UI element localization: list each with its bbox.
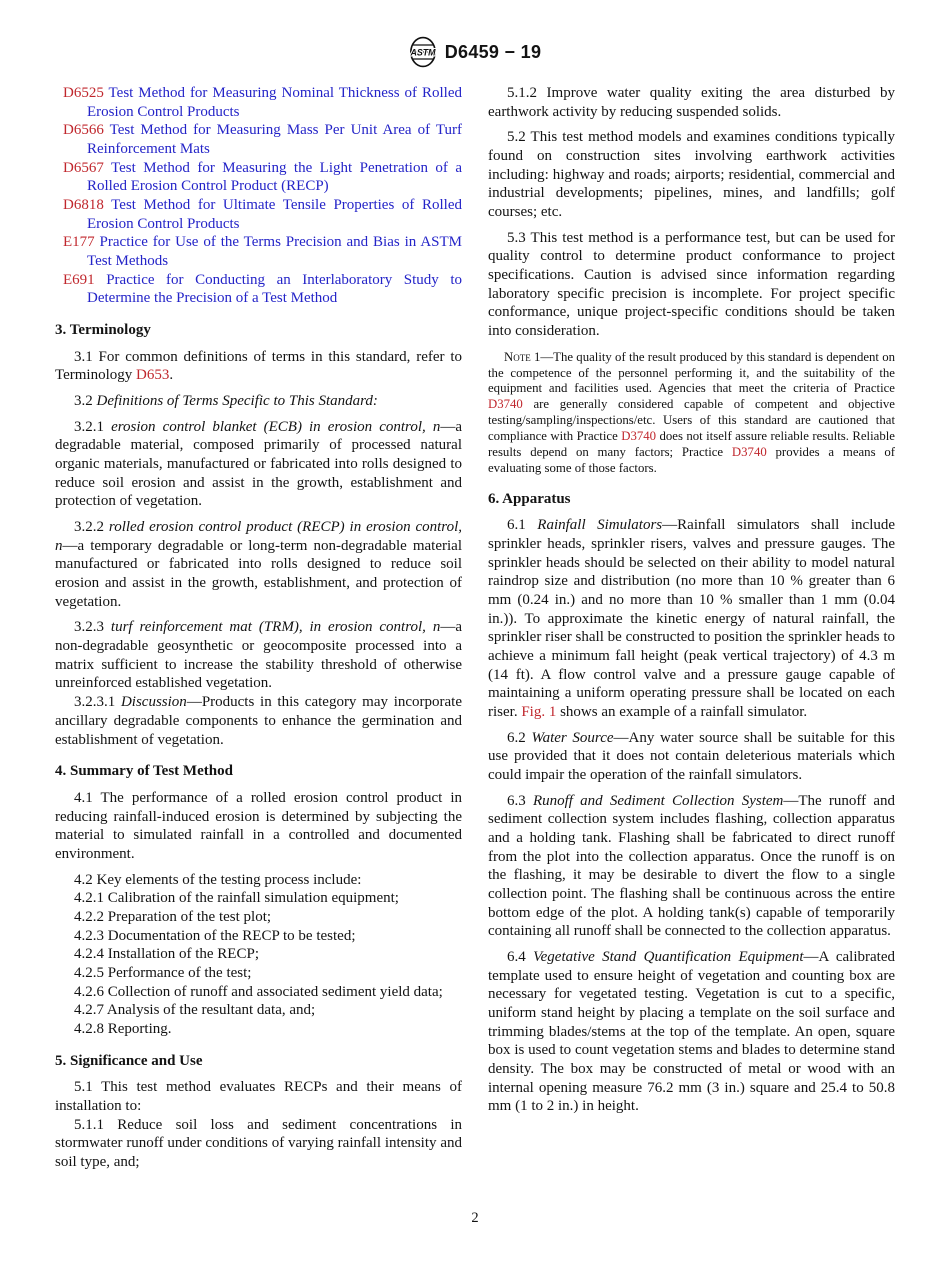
text-run: 6.1 xyxy=(507,517,538,534)
text-run: 3.2.2 xyxy=(74,519,109,536)
paragraph xyxy=(55,908,462,927)
reference-code-link[interactable]: E177 xyxy=(63,234,100,251)
paragraph xyxy=(55,889,462,908)
text-run: Rainfall Simulators xyxy=(537,517,663,534)
text-run: 3.2.3 xyxy=(74,619,111,636)
doc-link[interactable]: D653 xyxy=(136,367,170,384)
standard-designation: D6459 − 19 xyxy=(444,41,542,62)
text-run: Runoff and Sediment Collection System xyxy=(532,792,784,809)
text-run: 4.2.3 Documentation of the RECP to be tested; xyxy=(74,927,356,944)
reference-code-link[interactable]: D6566 xyxy=(63,122,110,139)
paragraph xyxy=(55,418,462,511)
text-run: —Any water source shall be suitable for this use provided that it does not contain deleterious materials which could impair the operation of the rainfall simulators. xyxy=(488,729,895,784)
text-run: 4.2.4 Installation of the RECP; xyxy=(74,946,259,963)
paragraph xyxy=(55,789,462,864)
paragraph xyxy=(488,516,895,721)
reference-item[interactable] xyxy=(63,233,462,270)
paragraph xyxy=(488,792,895,941)
paragraph xyxy=(488,948,895,1116)
section-heading: 4. Summary of Test Method xyxy=(55,763,233,780)
text-run: 4.2.5 Performance of the test; xyxy=(74,964,252,981)
text-run: 3.2.1 xyxy=(74,418,112,435)
text-run: —Products in this category may incorporate ancillary degradable components to enhance the germination and establishment of vegetation. xyxy=(55,694,462,748)
reference-item[interactable] xyxy=(63,271,462,308)
page-header xyxy=(0,0,950,68)
reference-code-link[interactable]: D6818 xyxy=(63,197,112,214)
column-left xyxy=(55,84,462,1172)
text-run: 4.1 The performance of a rolled erosion control product in reducing rainfall-induced erosion is determined by subjecting the material to simulated rainfall in a controlled and documented environment. xyxy=(55,789,462,862)
text-run: 6.2 xyxy=(507,729,532,746)
reference-item[interactable] xyxy=(63,159,462,196)
reference-code-link[interactable]: E691 xyxy=(63,271,107,288)
text-run: 5.1.2 Improve water quality exiting the area disturbed by earthwork activity by reducing suspended solids. xyxy=(488,85,895,120)
paragraph xyxy=(55,1001,462,1020)
reference-title-link[interactable]: Practice for Use of the Terms Precision and Bias in ASTM Test Methods xyxy=(87,234,462,270)
text-run: Discussion xyxy=(120,694,187,711)
paragraph xyxy=(55,927,462,946)
page-footer xyxy=(0,1210,950,1227)
reference-title-link[interactable]: Test Method for Measuring Nominal Thickness of Rolled Erosion Control Products xyxy=(87,85,463,120)
text-run: Vegetative Stand Quantification Equipment xyxy=(533,949,804,966)
page-number: 2 xyxy=(471,1210,479,1226)
paragraph xyxy=(488,84,895,121)
paragraph xyxy=(55,1116,462,1172)
paragraph xyxy=(488,229,895,341)
reference-item[interactable] xyxy=(63,84,462,121)
note-paragraph xyxy=(488,350,895,477)
text-run: 4.2.8 Reporting. xyxy=(74,1020,172,1037)
paragraph xyxy=(55,983,462,1002)
paragraph xyxy=(55,693,462,749)
reference-title-link[interactable]: Test Method for Measuring Mass Per Unit Area of Turf Reinforcement Mats xyxy=(87,122,462,158)
references-list xyxy=(55,84,462,308)
text-run: are generally considered capable of competent and objective testing/sampling/inspections/etc. Users of this standard are cautioned that compliance with Practice xyxy=(488,397,895,444)
reference-code-link[interactable]: D6567 xyxy=(63,159,112,176)
paragraph xyxy=(55,1020,462,1039)
reference-code-link[interactable]: D6525 xyxy=(63,85,109,101)
text-run: —a degradable material, composed primarily of processed natural organic materials, manufactured or fabricated into rolls designed to reduce soil erosion and assist in the growth, establishment and protection of vegetation. xyxy=(55,418,462,510)
paragraph xyxy=(55,348,462,385)
text-run: 3.1 For common definitions of terms in this standard, refer to Terminology xyxy=(55,348,462,384)
doc-link[interactable]: D3740 xyxy=(621,429,657,444)
reference-title-link[interactable]: Test Method for Ultimate Tensile Properties of Rolled Erosion Control Products xyxy=(87,197,462,232)
text-run: Definitions of Terms Specific to This Standard: xyxy=(96,393,378,410)
text-run: —The runoff and sediment collection system includes flashing, collection apparatus and a holding tank. Flashing shall be fabricated to direct runoff from the plot into the collection apparatus. Once the runoff is on the flashing, it may be desirable to divert the flow to a single collection point. The flashing shall be continuous across the entire bottom edge of the plot. A holding tank(s) capable of temporarily containing all runoff shall be connected to the collection apparatus. xyxy=(488,792,895,940)
text-run: Note 1 xyxy=(504,349,541,364)
doc-link[interactable]: Fig. 1 xyxy=(521,704,557,720)
section-heading: 5. Significance and Use xyxy=(55,1052,203,1069)
text-run: provides a means of evaluating some of those factors. xyxy=(488,444,895,475)
doc-link[interactable]: D3740 xyxy=(488,397,523,412)
doc-link[interactable]: D3740 xyxy=(731,444,767,459)
text-run: 4.2.7 Analysis of the resultant data, and; xyxy=(74,1002,316,1019)
astm-logo-icon xyxy=(409,36,437,68)
text-run: 3.2.3.1 xyxy=(74,694,121,711)
text-run: turf reinforcement mat (TRM), in erosion control, n xyxy=(110,619,441,636)
text-run: . xyxy=(169,367,174,384)
paragraph xyxy=(55,392,462,411)
two-column-body xyxy=(0,68,950,1172)
reference-title-link[interactable]: Practice for Conducting an Interlaboratory Study to Determine the Precision of a Test Method xyxy=(87,271,462,307)
text-run: erosion control blanket (ECB) in erosion control, n xyxy=(111,418,441,435)
text-run: —A calibrated template used to ensure height of vegetation and counting box are necessary for vegetated testing. Vegetation is cut to a specific, uniform stand height by placing a template on the soil surface and trimming blades/stems at the top of the template. An open, square box is used to count vegetation stems and blades to determine stand density. The box may be constructed of metal or wood with an internal opening measure 76.2 mm (3 in.) square and 25.4 to 50.8 mm (1 to 2 in.) in height. xyxy=(488,949,895,1115)
text-run: —a non-degradable geosynthetic or geocomposite processed into a matrix sufficient to increase the stability threshold of otherwise unreinforced established vegetation. xyxy=(55,619,462,692)
text-run: does not itself assure reliable results. Reliable results depend on many factors; Practice xyxy=(488,429,895,459)
text-run: 4.2.1 Calibration of the rainfall simulation equipment; xyxy=(74,890,399,907)
column-right xyxy=(488,84,895,1172)
text-run: 5.3 This test method is a performance test, but can be used for quality control to determine product conformance to project specifications. Caution is advised since information regarding laboratory specific precision is incomplete. For project specific conformance, unique project-specific conditions should be taken into consideration. xyxy=(488,229,895,340)
text-run: shows an example of a rainfall simulator. xyxy=(556,704,808,720)
text-run: 5.1 This test method evaluates RECPs and their means of installation to: xyxy=(55,1079,462,1114)
paragraph xyxy=(488,128,895,221)
text-run: 5.1.1 Reduce soil loss and sediment concentrations in stormwater runoff under conditions of varying rainfall intensity and soil type, and; xyxy=(55,1116,462,1170)
text-run: Water Source xyxy=(531,729,614,746)
text-run: 3.2 xyxy=(74,393,97,410)
text-run: 6.4 xyxy=(507,949,534,966)
text-run: 4.2.2 Preparation of the test plot; xyxy=(74,908,272,925)
reference-item[interactable] xyxy=(63,121,462,158)
text-run: 6.3 xyxy=(507,792,533,809)
paragraph xyxy=(55,945,462,964)
paragraph xyxy=(55,518,462,611)
text-run: —a temporary degradable or long-term non-degradable material manufactured or fabricated into rolls designed to reduce soil erosion and assist in the growth, establishment, and protection of vegetation. xyxy=(55,537,462,610)
text-run: —The quality of the result produced by this standard is dependent on the competence of the personnel performing it, and the suitability of the equipment and facilities used. Agencies that meet the criteria of Practice xyxy=(488,349,895,396)
paragraph xyxy=(55,871,462,890)
text-run: rolled erosion control product (RECP) in erosion control, n xyxy=(55,519,463,554)
text-run: 4.2.6 Collection of runoff and associated sediment yield data; xyxy=(74,983,443,1000)
paragraph xyxy=(55,964,462,983)
paragraph xyxy=(488,729,895,785)
reference-title-link[interactable]: Test Method for Measuring the Light Penetration of a Rolled Erosion Control Product (RECP) xyxy=(87,159,462,195)
paragraph xyxy=(55,618,462,693)
section-heading: 6. Apparatus xyxy=(488,490,571,507)
text-run: 4.2 Key elements of the testing process include: xyxy=(74,871,362,888)
text-run: 5.2 This test method models and examines conditions typically found on construction sites involving earthwork activities including: highway and roads; airports; residential, commercial and industrial developments; pipelines, mines, and landfills; golf courses; etc. xyxy=(488,129,895,221)
section-heading: 3. Terminology xyxy=(55,322,151,339)
astm-logo-text: ASTM xyxy=(410,47,436,58)
text-run: —Rainfall simulators shall include sprinkler heads, sprinkler risers, valves and pressure gauges. The sprinkler heads should be selected on their ability to model natural raindrop size and distribution (no more than 10 % greater than 6 mm (0.24 in.) and no more than 10 % smaller than 1 mm (0.04 in.)). To approximate the kinetic energy of natural rainfall, the sprinkler riser shall be constructed to position the sprinkler heads to achieve a minimum fall height (peak vertical trajectory) of 4.3 m (14 ft). A flow control valve and a pressure gauge capable of maintaining a uniform operating pressure shall be located on each riser. xyxy=(488,517,896,720)
reference-item[interactable] xyxy=(63,196,462,233)
paragraph xyxy=(55,1078,462,1115)
